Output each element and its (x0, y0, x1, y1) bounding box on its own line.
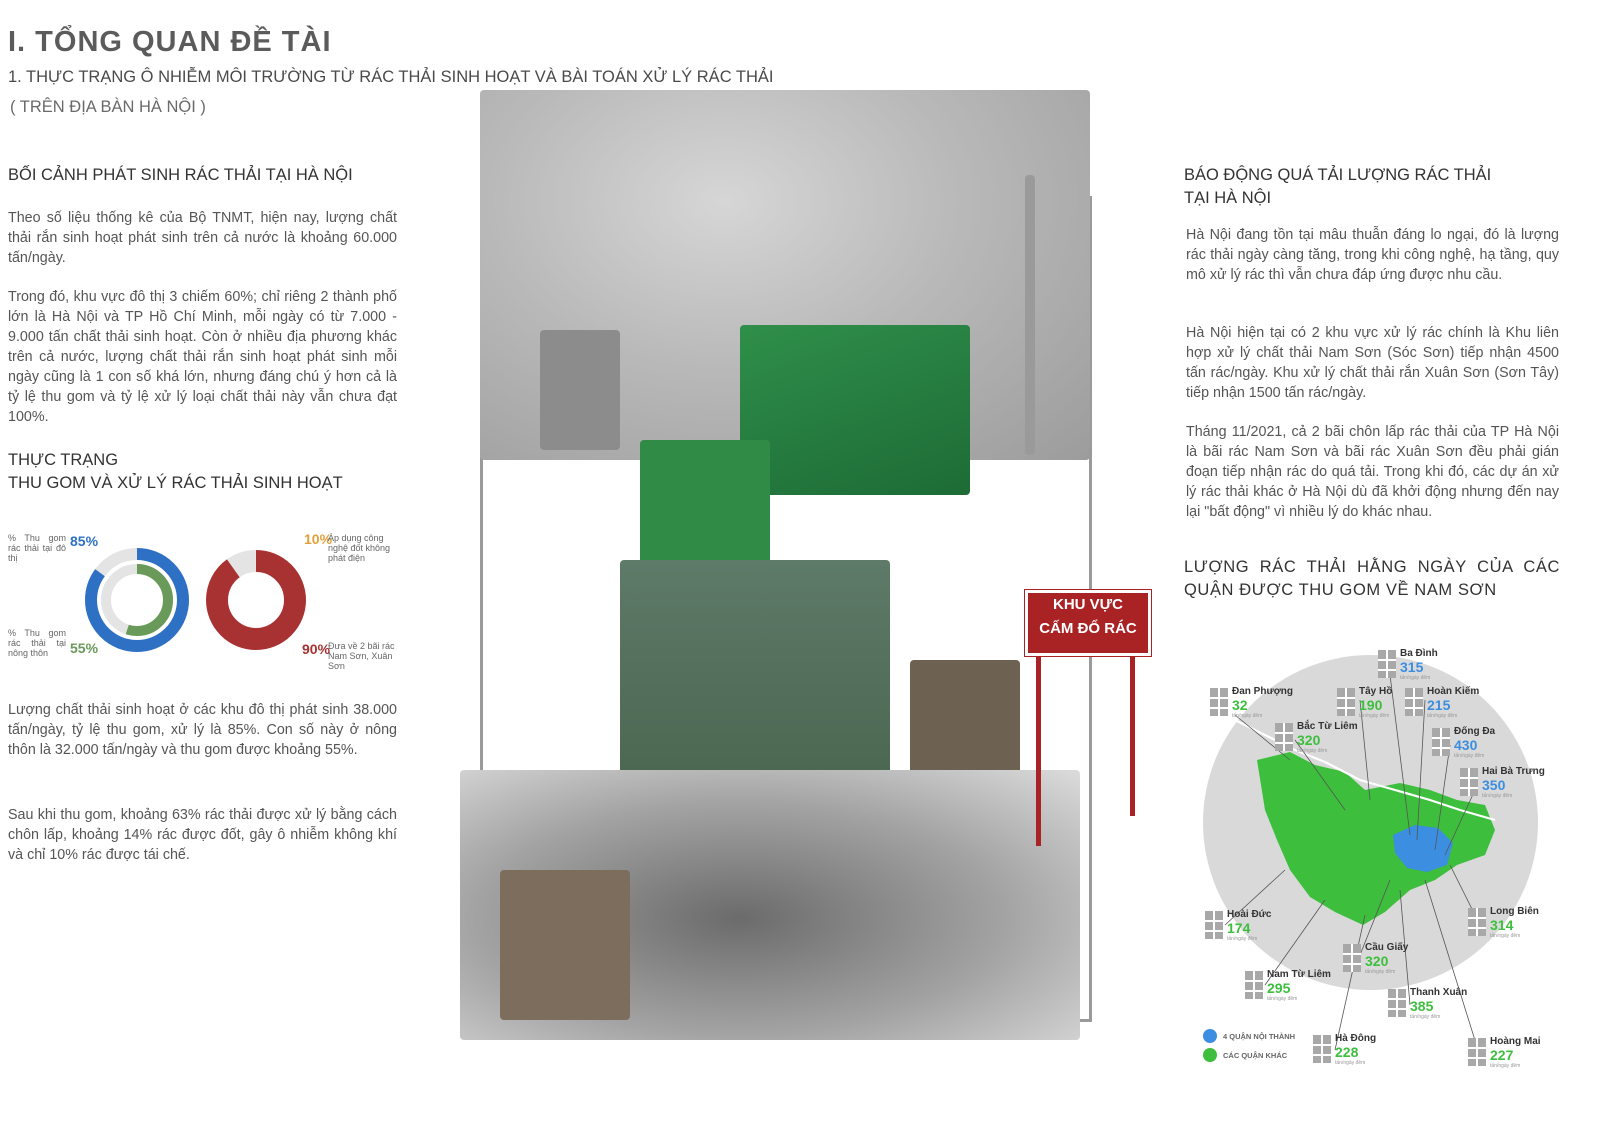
children-photo (500, 870, 630, 1020)
district-waste-map: Ba Đình 315 tấn/ngày đêm Đan Phượng 32 tấn/ngày đêm Tây Hồ 190 tấn/ngày đêm Hoàn Kiếm 215 tấn/ngày đêm Bắc Từ Liêm 320 tấn/ngày đêm Đống Đa 430 tấn/ngày đêm Hai Bà Trưng 350 tấn/ngày đêm Long Biên 314 tấn/ngày đêm Hoài Đức 174 tấn/ngày đêm Cầu Giấy 320 tấn/ngày đêm Nam Từ Liêm 295 tấn/ngày đêm Thanh Xuân 385 tấn/ngày đêm Hà Đông 228 tấn/ngày đêm Hoàng Mai 227 tấn/ngày đêm 4 QUẬN NỘI THÀNH CÁC QUẬN KHÁC (1195, 640, 1565, 1080)
district-building-icon (1343, 944, 1361, 972)
status-paragraph-2: Sau khi thu gom, khoảng 63% rác thải được xử lý bằng cách chôn lấp, khoảng 14% rác được đốt, gây ô nhiễm không khí và chỉ 10% rác được tái chế. (8, 807, 397, 863)
burn-label: Áp dụng công nghệ đốt không phát điện (328, 533, 391, 563)
district-building-icon (1378, 650, 1396, 678)
district-building-icon (1388, 989, 1406, 1017)
district-building-icon (1460, 768, 1478, 796)
alarm-paragraph-1: Hà Nội đang tồn tại mâu thuẫn đáng lo ngại, đó là lượng rác thải ngày càng tăng, trong khi công nghệ, hạ tầng, quy mô xử lý rác thì vẫn chưa đáp ứng được nhu cầu. (1186, 227, 1559, 283)
status-heading (8, 449, 408, 495)
alarm-paragraph-3: Tháng 11/2021, cả 2 bãi chôn lấp rác thải của TP Hà Nội là bãi rác Nam Sơn và bãi rác Xuân Sơn đều phải gián đoạn tiếp nhận rác do quá tải. Trong khi đó, các dự án xử lý rác thải khác ở Hà Nội dù đã khởi động nhưng đến nay lại "bất động" vì nhiều lý do khác nhau. (1186, 424, 1559, 520)
district-building-icon (1313, 1035, 1331, 1063)
district-building-icon (1337, 688, 1355, 716)
page-subtitle: 1. THỰC TRẠNG Ô NHIỄM MÔI TRƯỜNG TỪ RÁC THẢI SINH HOẠT VÀ BÀI TOÁN XỬ LÝ RÁC THẢI (8, 68, 774, 86)
sign-line-1: KHU VỰC (1053, 596, 1123, 613)
context-paragraph-1: Theo số liệu thống kê của Bộ TNMT, hiện nay, lượng chất thải rắn sinh hoạt phát sinh trên cả nước là khoảng 60.000 tấn/ngày. (8, 210, 397, 266)
status-paragraph-1: Lượng chất thải sinh hoạt ở các khu đô thị phát sinh 38.000 tấn/ngày, tỷ lệ thu gom, xử lý là 85%. Con số này ở nông thôn là 32.000 tấn/ngày và thu gom được khoảng 55%. (8, 702, 397, 758)
waste-bins-photo (640, 440, 770, 580)
district-building-icon (1245, 971, 1263, 999)
district-building-icon (1210, 688, 1228, 716)
context-paragraph-2: Trong đó, khu vực đô thị 3 chiếm 60%; chỉ riêng 2 thành phố lớn là Hà Nội và TP Hồ Chí Minh, mỗi ngày có từ 7.000 - 9.000 tấn chất thải sinh hoạt. Còn ở nhiều địa phương khác trên cả nước, lượng chất thải rắn sinh hoạt phát sinh mỗi ngày cũng là 1 con số khá lớn, nhưng đáng chú ý hơn cả là tỷ lệ thu gom và tỷ lệ xử lý loại chất thải này vẫn chưa đạt 100%. (8, 289, 397, 425)
alarm-heading-line-1: BÁO ĐỘNG QUÁ TẢI LƯỢNG RÁC THẢI (1184, 166, 1492, 184)
rural-collection-label: % Thu gom rác thải tại nông thôn (8, 628, 66, 658)
page-subtitle-location: ( TRÊN ĐỊA BÀN HÀ NỘI ) (10, 98, 206, 116)
district-building-icon (1205, 911, 1223, 939)
alarm-heading-line-2: TẠI HÀ NỘI (1184, 189, 1272, 207)
legend-other-label: CÁC QUẬN KHÁC (1223, 1051, 1288, 1060)
burn-pct: 10% (304, 531, 333, 547)
district-building-icon (1468, 1038, 1486, 1066)
sign-post-left (1036, 656, 1041, 846)
legend-other-dot (1203, 1048, 1217, 1062)
district-building-icon (1405, 688, 1423, 716)
alarm-paragraph-2: Hà Nội hiện tại có 2 khu vực xử lý rác chính là Khu liên hợp xử lý chất thải Nam Sơn (Sóc Sơn) tiếp nhận 4500 tấn rác/ngày. Khu xử lý chất thải rắn Xuân Sơn (Sơn Tây) tiếp nhận 1500 tấn rác/ngày. (1186, 325, 1559, 401)
district-building-icon (1432, 728, 1450, 756)
landfill-pct: 90% (302, 641, 331, 657)
landfill-label: Đưa về 2 bãi rác Nam Sơn, Xuân Sơn (328, 641, 395, 671)
district-building-icon (1275, 723, 1293, 751)
district-building-icon (1468, 908, 1486, 936)
sign-line-2: CẤM ĐỔ RÁC (1039, 620, 1137, 637)
legend-inner-label: 4 QUẬN NỘI THÀNH (1223, 1032, 1296, 1041)
map-heading: LƯỢNG RÁC THẢI HẰNG NGÀY CỦA CÁC QUẬN ĐƯỢC THU GOM VỀ NAM SƠN (1184, 558, 1560, 599)
chimney-shape (1025, 175, 1035, 455)
sign-post-right (1130, 656, 1135, 816)
photo-collage (440, 80, 1140, 1070)
urban-collection-pct: 85% (70, 533, 99, 549)
smokestack-shape (540, 330, 620, 450)
no-dumping-sign (1025, 590, 1151, 656)
garbage-truck-photo (740, 325, 970, 495)
collection-donut-charts (0, 525, 410, 675)
landfill-ring-value (217, 561, 295, 639)
status-heading-line-2: THU GOM VÀ XỬ LÝ RÁC THẢI SINH HOẠT (8, 474, 343, 492)
collection-rate-donut (80, 543, 200, 663)
treatment-method-donut (198, 543, 318, 663)
status-heading-line-1: THỰC TRẠNG (8, 451, 119, 469)
page-title: I. TỔNG QUAN ĐỀ TÀI (8, 26, 332, 58)
urban-collection-label: % Thu gom rác thải tại đô thị (8, 533, 66, 563)
context-heading: BỐI CẢNH PHÁT SINH RÁC THẢI TẠI HÀ NỘI (8, 166, 353, 184)
alarm-heading (1184, 164, 1584, 210)
legend-inner-dot (1203, 1029, 1217, 1043)
rural-collection-pct: 55% (70, 640, 99, 656)
